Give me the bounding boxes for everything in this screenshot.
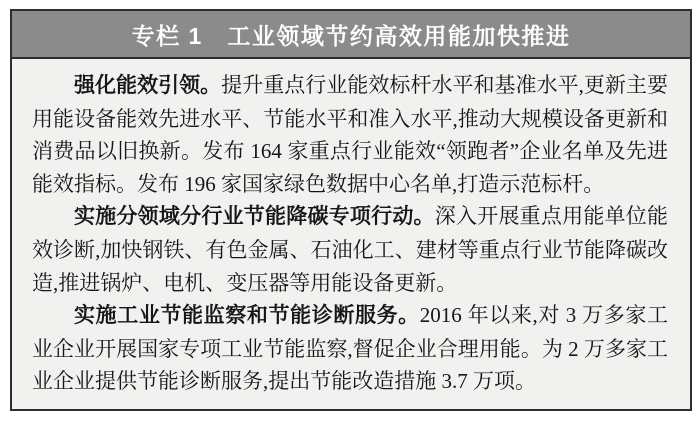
column-header xyxy=(12,11,690,59)
paragraph-text: 提升重点行业能效标杆水平和基准水平,更新主要用能设备能效先进水平、节能水平和准入水平,推动大规模设备更新和消费品以旧换新。发布 164 家重点行业能效“领跑者”企业名单及先进能效指标。发布 196 家国家绿色数据中心名单,打造示范标杆。 xyxy=(32,73,668,196)
column-panel xyxy=(10,9,692,411)
column-body xyxy=(12,59,690,398)
paragraph-text: 2016 年以来,对 3 万多家工业企业开展国家专项工业节能监察,督促企业合理用能。为 2 万多家工业企业提供节能诊断服务,提出节能改造措施 3.7 万项。 xyxy=(32,303,669,394)
paragraph xyxy=(32,200,668,299)
paragraph-lead: 强化能效引领。 xyxy=(74,74,222,97)
paragraph-lead: 实施工业节能监察和节能诊断服务。 xyxy=(74,304,420,328)
column-title: 专栏 1 工业领域节约高效用能加快推进 xyxy=(131,22,571,49)
paragraph-lead: 实施分领域分行业节能降碳专项行动。 xyxy=(74,205,435,229)
paragraph-text: 深入开展重点用能单位能效诊断,加快钢铁、有色金属、石油化工、建材等重点行业节能降碳改造,推进锅炉、电机、变压器等用能设备更新。 xyxy=(32,204,669,295)
paragraph xyxy=(32,69,668,200)
paragraph xyxy=(32,299,668,398)
